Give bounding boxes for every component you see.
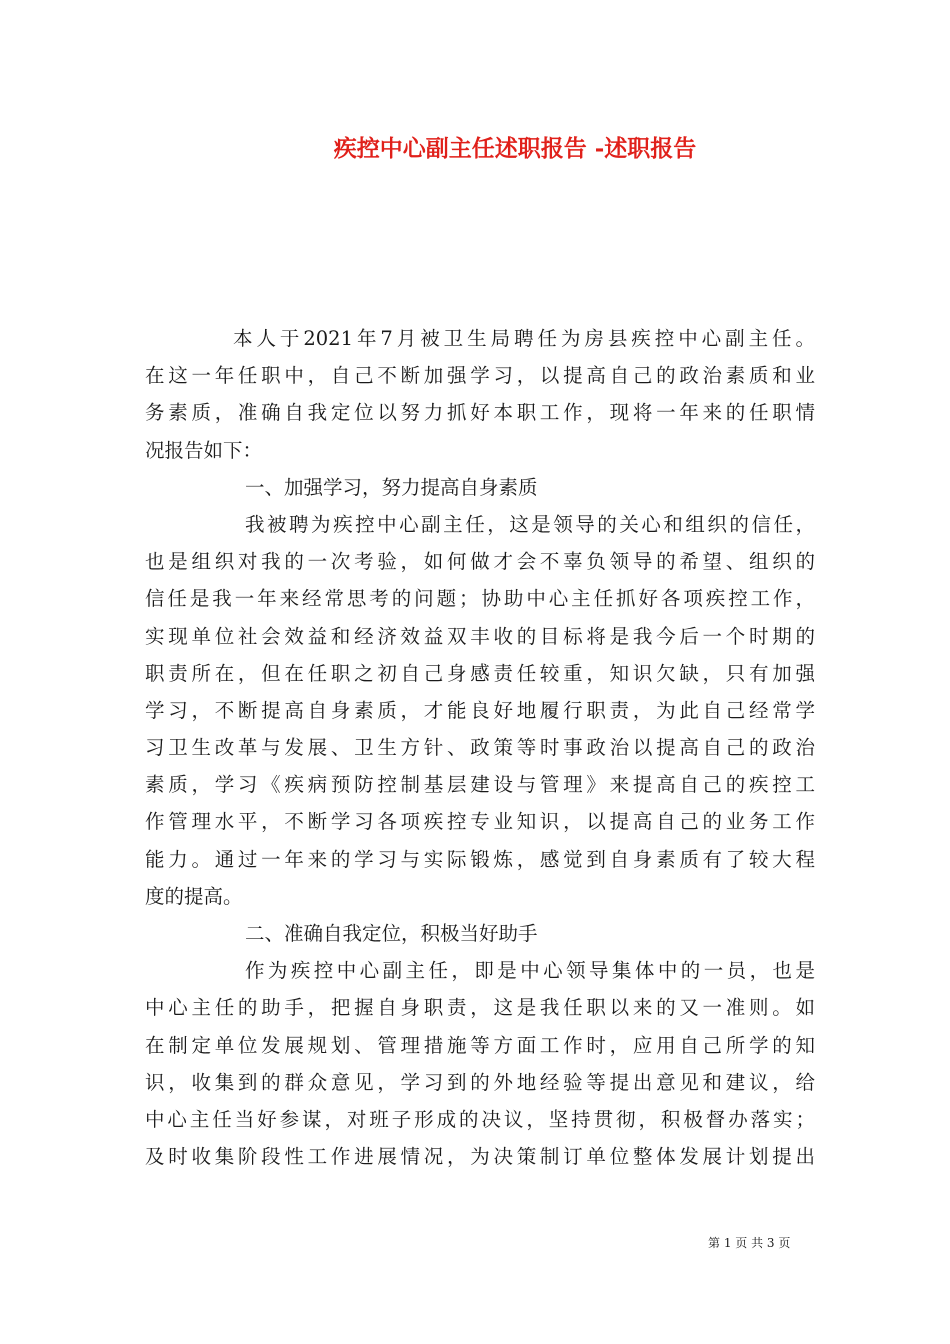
report-body <box>145 320 815 1175</box>
body-line: 我被聘为疾控中心副主任，这是领导的关心和组织的信任， <box>245 512 815 536</box>
body-line: 素质，学习《疾病预防控制基层建设与管理》来提高自己的疾控工 <box>145 773 815 797</box>
body-line: 中心主任当好参谋，对班子形成的决议，坚持贯彻，积极督办落实； <box>145 1107 815 1131</box>
body-line: 职责所在，但在任职之初自己身感责任较重，知识欠缺，只有加强 <box>145 661 815 685</box>
body-line: 及时收集阶段性工作进展情况，为决策制订单位整体发展计划提出 <box>145 1145 815 1169</box>
body-line: 在制定单位发展规划、管理措施等方面工作时，应用自己所学的知 <box>145 1033 815 1057</box>
body-line: 本人于2021年7月被卫生局聘任为房县疾控中心副主任。 <box>233 327 815 350</box>
body-line: 实现单位社会效益和经济效益双丰收的目标将是我今后一个时期的 <box>145 624 815 648</box>
body-line: 务素质，准确自我定位以努力抓好本职工作，现将一年来的任职情 <box>145 401 815 425</box>
body-line: 也是组织对我的一次考验，如何做才会不辜负领导的希望、组织的 <box>145 550 815 574</box>
body-line: 度的提高。 <box>145 884 243 908</box>
body-line: 作管理水平，不断学习各项疾控专业知识，以提高自己的业务工作 <box>145 810 815 834</box>
body-line: 信任是我一年来经常思考的问题；协助中心主任抓好各项疾控工作， <box>145 587 815 611</box>
body-line: 在这一年任职中，自己不断加强学习，以提高自己的政治素质和业 <box>145 364 815 388</box>
document-title: 疾控中心副主任述职报告 -述职报告 <box>333 135 697 162</box>
body-line: 识，收集到的群众意见，学习到的外地经验等提出意见和建议，给 <box>145 1070 815 1094</box>
body-line: 习卫生改革与发展、卫生方针、政策等时事政治以提高自己的政治 <box>145 736 815 760</box>
body-line: 况报告如下： <box>145 438 263 462</box>
body-line: 作为疾控中心副主任，即是中心领导集体中的一员，也是 <box>245 959 815 983</box>
body-line: 能力。通过一年来的学习与实际锻炼，感觉到自身素质有了较大程 <box>145 847 815 871</box>
body-line: 中心主任的助手，把握自身职责，这是我任职以来的又一准则。如 <box>145 996 815 1020</box>
body-line: 学习，不断提高自身素质，才能良好地履行职责，为此自己经常学 <box>145 698 815 722</box>
body-line: 一、加强学习，努力提高自身素质 <box>245 475 538 499</box>
page-number-footer: 第 1 页 共 3 页 <box>708 1236 791 1250</box>
body-line: 二、准确自我定位，积极当好助手 <box>245 922 538 945</box>
